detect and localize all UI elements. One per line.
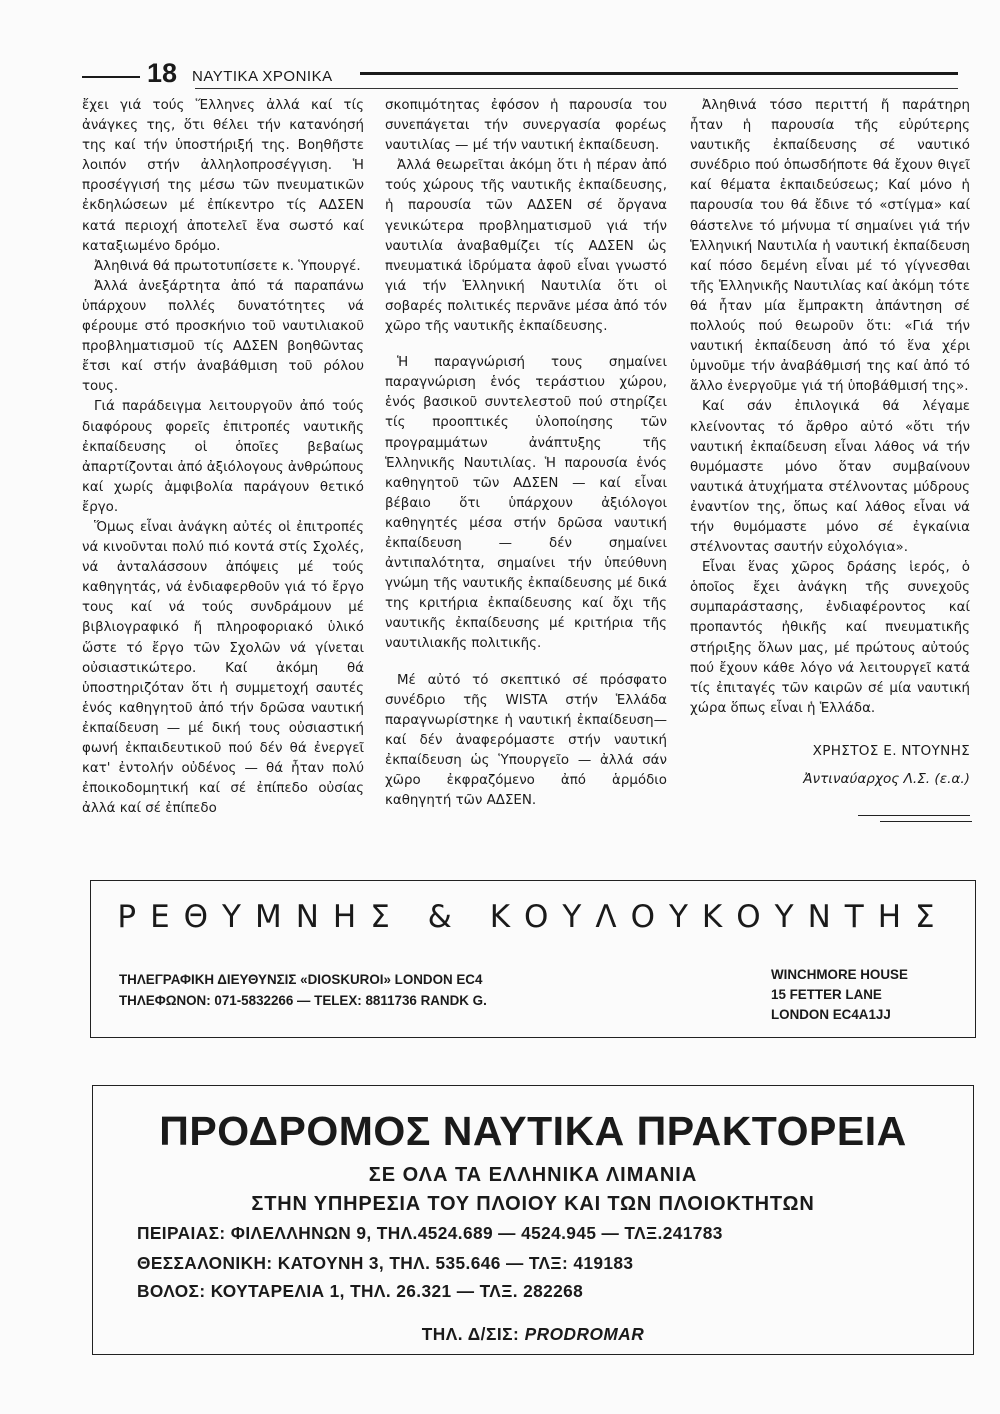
paragraph: Ἀληθινά θά πρωτοτυπίσετε κ. Ὑπουργέ. bbox=[94, 258, 361, 274]
office-thessaloniki: ΘΕΣΣΑΛΟΝΙΚΗ: ΚΑΤΟΥΝΗ 3, ΤΗΛ. 535.646 — ΤΛΞ: 419183 bbox=[137, 1253, 634, 1273]
paragraph: ἔχει γιά τούς Ἕλληνες ἀλλά καί τίς ἀνάγκες της, ὅτι θέλει τήν κατανόησή της καί τήν ὑποστήριξή της. Βοηθῆστε λοιπόν στήν ἀλληλοπροσέγγιση. Ἡ προσέγγισή της μέσω τῶν πνευματικῶν ἐκδηλώσεων μέ ἐπίκεντρο τίς ΑΔΣΕΝ κατά περιοχή ἀποτελεῖ ἕνα σωστό καί καταξιωμένο δρόμο. bbox=[82, 98, 364, 254]
address-line: WINCHMORE HOUSE bbox=[771, 967, 908, 982]
office-piraeus: ΠΕΙΡΑΙΑΣ: ΦΙΛΕΛΛΗΝΩΝ 9, ΤΗΛ.4524.689 — 4524.945 — ΤΛΞ.241783 bbox=[137, 1223, 723, 1243]
ad-title: ΡΕΘΥΜΝΗΣ & ΚΟΥΛΟΥΚΟΥΝΤΗΣ bbox=[117, 899, 949, 935]
article-column-2 bbox=[385, 96, 667, 811]
ad-subline: ΣΕ ΟΛΑ ΤΑ ΕΛΛΗΝΙΚΑ ΛΙΜΑΝΙΑ bbox=[368, 1164, 698, 1186]
paragraph: Ἀλλά θεωρεῖται ἀκόμη ὅτι ἡ πέραν ἀπό τούς χώρους τῆς ναυτικῆς ἐκπαίδευσης, ἡ παρουσία τῶν ΑΔΣΕΝ σέ ὄργανα γενικώτερα προβληματισμοῦ γιά τήν ναυτιλία ἀναβαθμίζει τίς ΑΔΣΕΝ ὡς πνευματικά ἱδρύματα ἀφοῦ εἶναι γνωστό γιά τήν Ἑλληνική Ναυτιλία ὅτι οἱ σοβαρές πολιτικές περνᾶνε μέσα ἀπό τόν χῶρο τῆς ναυτικῆς ἐκπαίδευσης. bbox=[385, 158, 667, 335]
address-line: 15 FETTER LANE bbox=[771, 987, 882, 1002]
cable-address bbox=[93, 1324, 973, 1345]
paragraph: Καί σάν ἐπιλογικά θά λέγαμε κλείνοντας τό ἄρθρο αὐτό «ὅτι τήν ναυτική ἐκπαίδευση εἶναι λάθος νά τήν θυμόμαστε μόνο ὅταν συμβαίνουν ναυτικά ἀτυχήματα στέλνοντας μύδρους ἐναντίον της, ὅπως καί λάθος εἶναι νά τήν θυμόμαστε μόνο σέ ἐγκαίνια στέλνοντας σαυτήν εὐχολόγια». bbox=[690, 399, 970, 556]
paragraph: Μέ αὐτό τό σκεπτικό σέ πρόσφατο συνέδριο τῆς WISTA στήν Ἑλλάδα παραγνωρίστηκε ἡ ναυτική ἐκπαίδευση— καί δέν ἀναφερόμαστε στήν ναυτική ἐκπαίδευση ὡς Ὑπουργεῖο — ἀλλά σάν χῶρο ἐκφραζόμενο ἀπό ἁρμόδιο καθηγητή τῶν ΑΔΣΕΝ. bbox=[385, 672, 667, 809]
header-rule-thin bbox=[195, 88, 958, 89]
office-volos: ΒΟΛΟΣ: ΚΟΥΤΑΡΕΛΙΑ 1, ΤΗΛ. 26.321 — ΤΛΞ. 282268 bbox=[137, 1281, 584, 1301]
author-name: ΧΡΗΣΤΟΣ Ε. ΝΤΟΥΝΗΣ bbox=[812, 742, 970, 759]
telegraph-address: ΤΗΛΕΓΡΑΦΙΚΗ ΔΙΕΥΘΥΝΣΙΣ «DIOSKUROI» LONDON EC4 bbox=[119, 972, 483, 987]
paragraph: Ἀληθινά τόσο περιττή ἤ παράτηρη ἦταν ἡ παρουσία τῆς εὐρύτερης ναυτικῆς ἐκπαίδευσης σέ ναυτικό συνέδριο πού ὁπωσδήποτε θά ἔχουν θιγεῖ καί θέματα ἐκπαιδεύσεως; Καί μόνο ἡ παρουσία του θά ἔδινε τό «στίγμα» καί θάστελνε τό μήνυμα τί σημαίνει γιά τήν Ἑλληνική Ναυτιλία ἡ ναυτική ἐκπαίδευση καί πόσο δεμένη εἶναι μέ τό γίγνεσθαι τῆς Ἑλληνικῆς Ναυτιλίας καί ἀκόμη τότε θά ἦταν μία ἔμπρακτη ἀπάντηση σέ πολλούς πού θεωροῦν ὅτι: «Γιά τήν ναυτική ἐκπαίδευση ἀπό τό ἕνα χέρι ὑμνοῦμε τήν ἀναβάθμισή της καί ἀπό τό ἄλλο ἐνεργοῦμε γιά τή ὑποβάθμισή της». bbox=[690, 98, 970, 395]
article-column-1 bbox=[82, 96, 364, 819]
author-rank: Ἀντιναύαρχος Λ.Σ. (ε.α.) bbox=[803, 771, 970, 787]
publication-name: ΝΑΥΤΙΚΑ ΧΡΟΝΙΚΑ bbox=[192, 68, 333, 85]
paragraph: Ἀλλά ἀνεξάρτητα ἀπό τά παραπάνω ὑπάρχουν πολλές δυνατότητες νά φέρουμε στό προσκήνιο τοῦ ναυτιλιακοῦ προβληματισμοῦ τίς ΑΔΣΕΝ βοηθῶντας ἔτσι καί στήν ἀναβάθμιση τοῦ ρόλου τους. bbox=[82, 278, 364, 395]
header-rule-left bbox=[82, 76, 140, 78]
ad-contact-info bbox=[119, 969, 487, 1011]
cable-label: ΤΗΛ. Δ/ΣΙΣ: bbox=[421, 1324, 520, 1344]
page-number: 18 bbox=[147, 58, 178, 88]
phone-telex: ΤΗΛΕΦΩΝΟΝ: 071-5832266 — TELEX: 8811736 RANDK G. bbox=[119, 993, 487, 1008]
advertisement-prodromos bbox=[92, 1085, 974, 1355]
signature-rule bbox=[880, 821, 972, 822]
article-column-3 bbox=[690, 96, 970, 789]
cable-name: PRODROMAR bbox=[524, 1324, 645, 1344]
advertisement-rethymnis bbox=[90, 880, 976, 1038]
paragraph: Ἡ παραγνώρισή τους σημαίνει παραγνώριση ἑνός τεράστιου χώρου, ἑνός βασικοῦ συντελεστοῦ πού στηρίζει τίς προοπτικές ὑλοποίησης τῶν προγραμμάτων ἀνάπτυξης τῆς Ἑλληνικῆς Ναυτιλίας. Ἡ παρουσία ἑνός καθηγητοῦ τῶν ΑΔΣΕΝ — καί εἶναι βέβαιο ὅτι ὑπάρχουν ἀξιόλογοι καθηγητές μέσα στήν δρῶσα ναυτική ἐκπαίδευση — δέν σημαίνει ἀντιπαλότητα, σημαίνει τήν ὑπεύθυνη γνώμη τῆς ναυτικῆς ἐκπαίδευσης μέ δικά της κριτήρια ἐκπαίδευσης καί ὄχι τῆς ναυτικῆς ἐκπαίδευσης μέ κριτήρια τῆς ναυτιλιακῆς πολιτικῆς. bbox=[385, 355, 667, 652]
paragraph: Γιά παράδειγμα λειτουργοῦν ἀπό τούς διαφόρους φορεῖς ἐπιτροπές ναυτικῆς ἐκπαίδευσης οἱ ὁποῖες βεβαίως ἀπαρτίζονται ἀπό ἀξιόλογους ἀνθρώπους καί χωρίς ἀμφιβολία παράγουν θετικό ἔργο. bbox=[82, 399, 364, 515]
ad-headline: ΠΡΟΔΡΟΜΟΣ ΝΑΥΤΙΚΑ ΠΡΑΚΤΟΡΕΙΑ bbox=[159, 1108, 907, 1154]
header-rule-right bbox=[360, 72, 958, 75]
ad-postal-address bbox=[771, 965, 908, 1025]
paragraph: Ὅμως εἶναι ἀνάγκη αὐτές οἱ ἐπιτροπές νά κινοῦνται πολύ πιό κοντά στίς Σχολές, νά ἀνταλάσσουν ἀπόψεις μέ τούς καθηγητάς, νά ἐνδιαφερθοῦν γιά τό ἔργο τους καί νά τούς συνδράμουν μέ βιβλιογραφικό ἤ πληροφοριακό ὑλικό ὥστε τό ἔργο τῶν Σχολῶν νά γίνεται οὐσιαστικώτερο. Καί ἀκόμη θά ὑποστηριζόταν ὅτι ἡ συμμετοχή σαυτές ἑνός καθηγητοῦ ἀπό τήν δρῶσα ναυτική ἐκπαίδευση — μέ δική τους οὐσιαστική φωνή ἐκπαιδευτικοῦ πού δέν θά ἐνεργεῖ κατ' ἐντολήν οὐδένος — θά ἦταν πολύ ἐποικοδομητική καί σέ ἐπίπεδο οὐσίας ἀλλά καί σέ ἐπίπεδο bbox=[82, 519, 364, 817]
signature-rule bbox=[858, 815, 970, 816]
paragraph: Εἶναι ἕνας χῶρος δράσης ἱερός, ὁ ὁποῖος ἔχει ἀνάγκη τῆς συνεχοῦς συμπαράστασης, ἐνδιαφέροντος καί προπαντός ἠθικῆς καί πνευματικῆς στήριξης ὅλων μας, μέ πρώτους αὐτούς πού ἔχουν κάθε λόγο νά λειτουργεῖ κατά τίς ἐπιταγές τῶν καιρῶν σέ μία ναυτική χώρα ὅπως εἶναι ἡ Ἑλλάδα. bbox=[690, 560, 970, 716]
address-line: LONDON EC4A1JJ bbox=[771, 1007, 891, 1022]
ad-subline: ΣΤΗΝ ΥΠΗΡΕΣΙΑ ΤΟΥ ΠΛΟΙΟΥ ΚΑΙ ΤΩΝ ΠΛΟΙΟΚΤΗΤΩΝ bbox=[251, 1193, 815, 1215]
paragraph: σκοπιμότητας ἐφόσον ἡ παρουσία του συνεπάγεται τήν συνεργασία φορέως ναυτιλίας — μέ τήν ναυτική ἐκπαίδευση. bbox=[385, 98, 667, 154]
